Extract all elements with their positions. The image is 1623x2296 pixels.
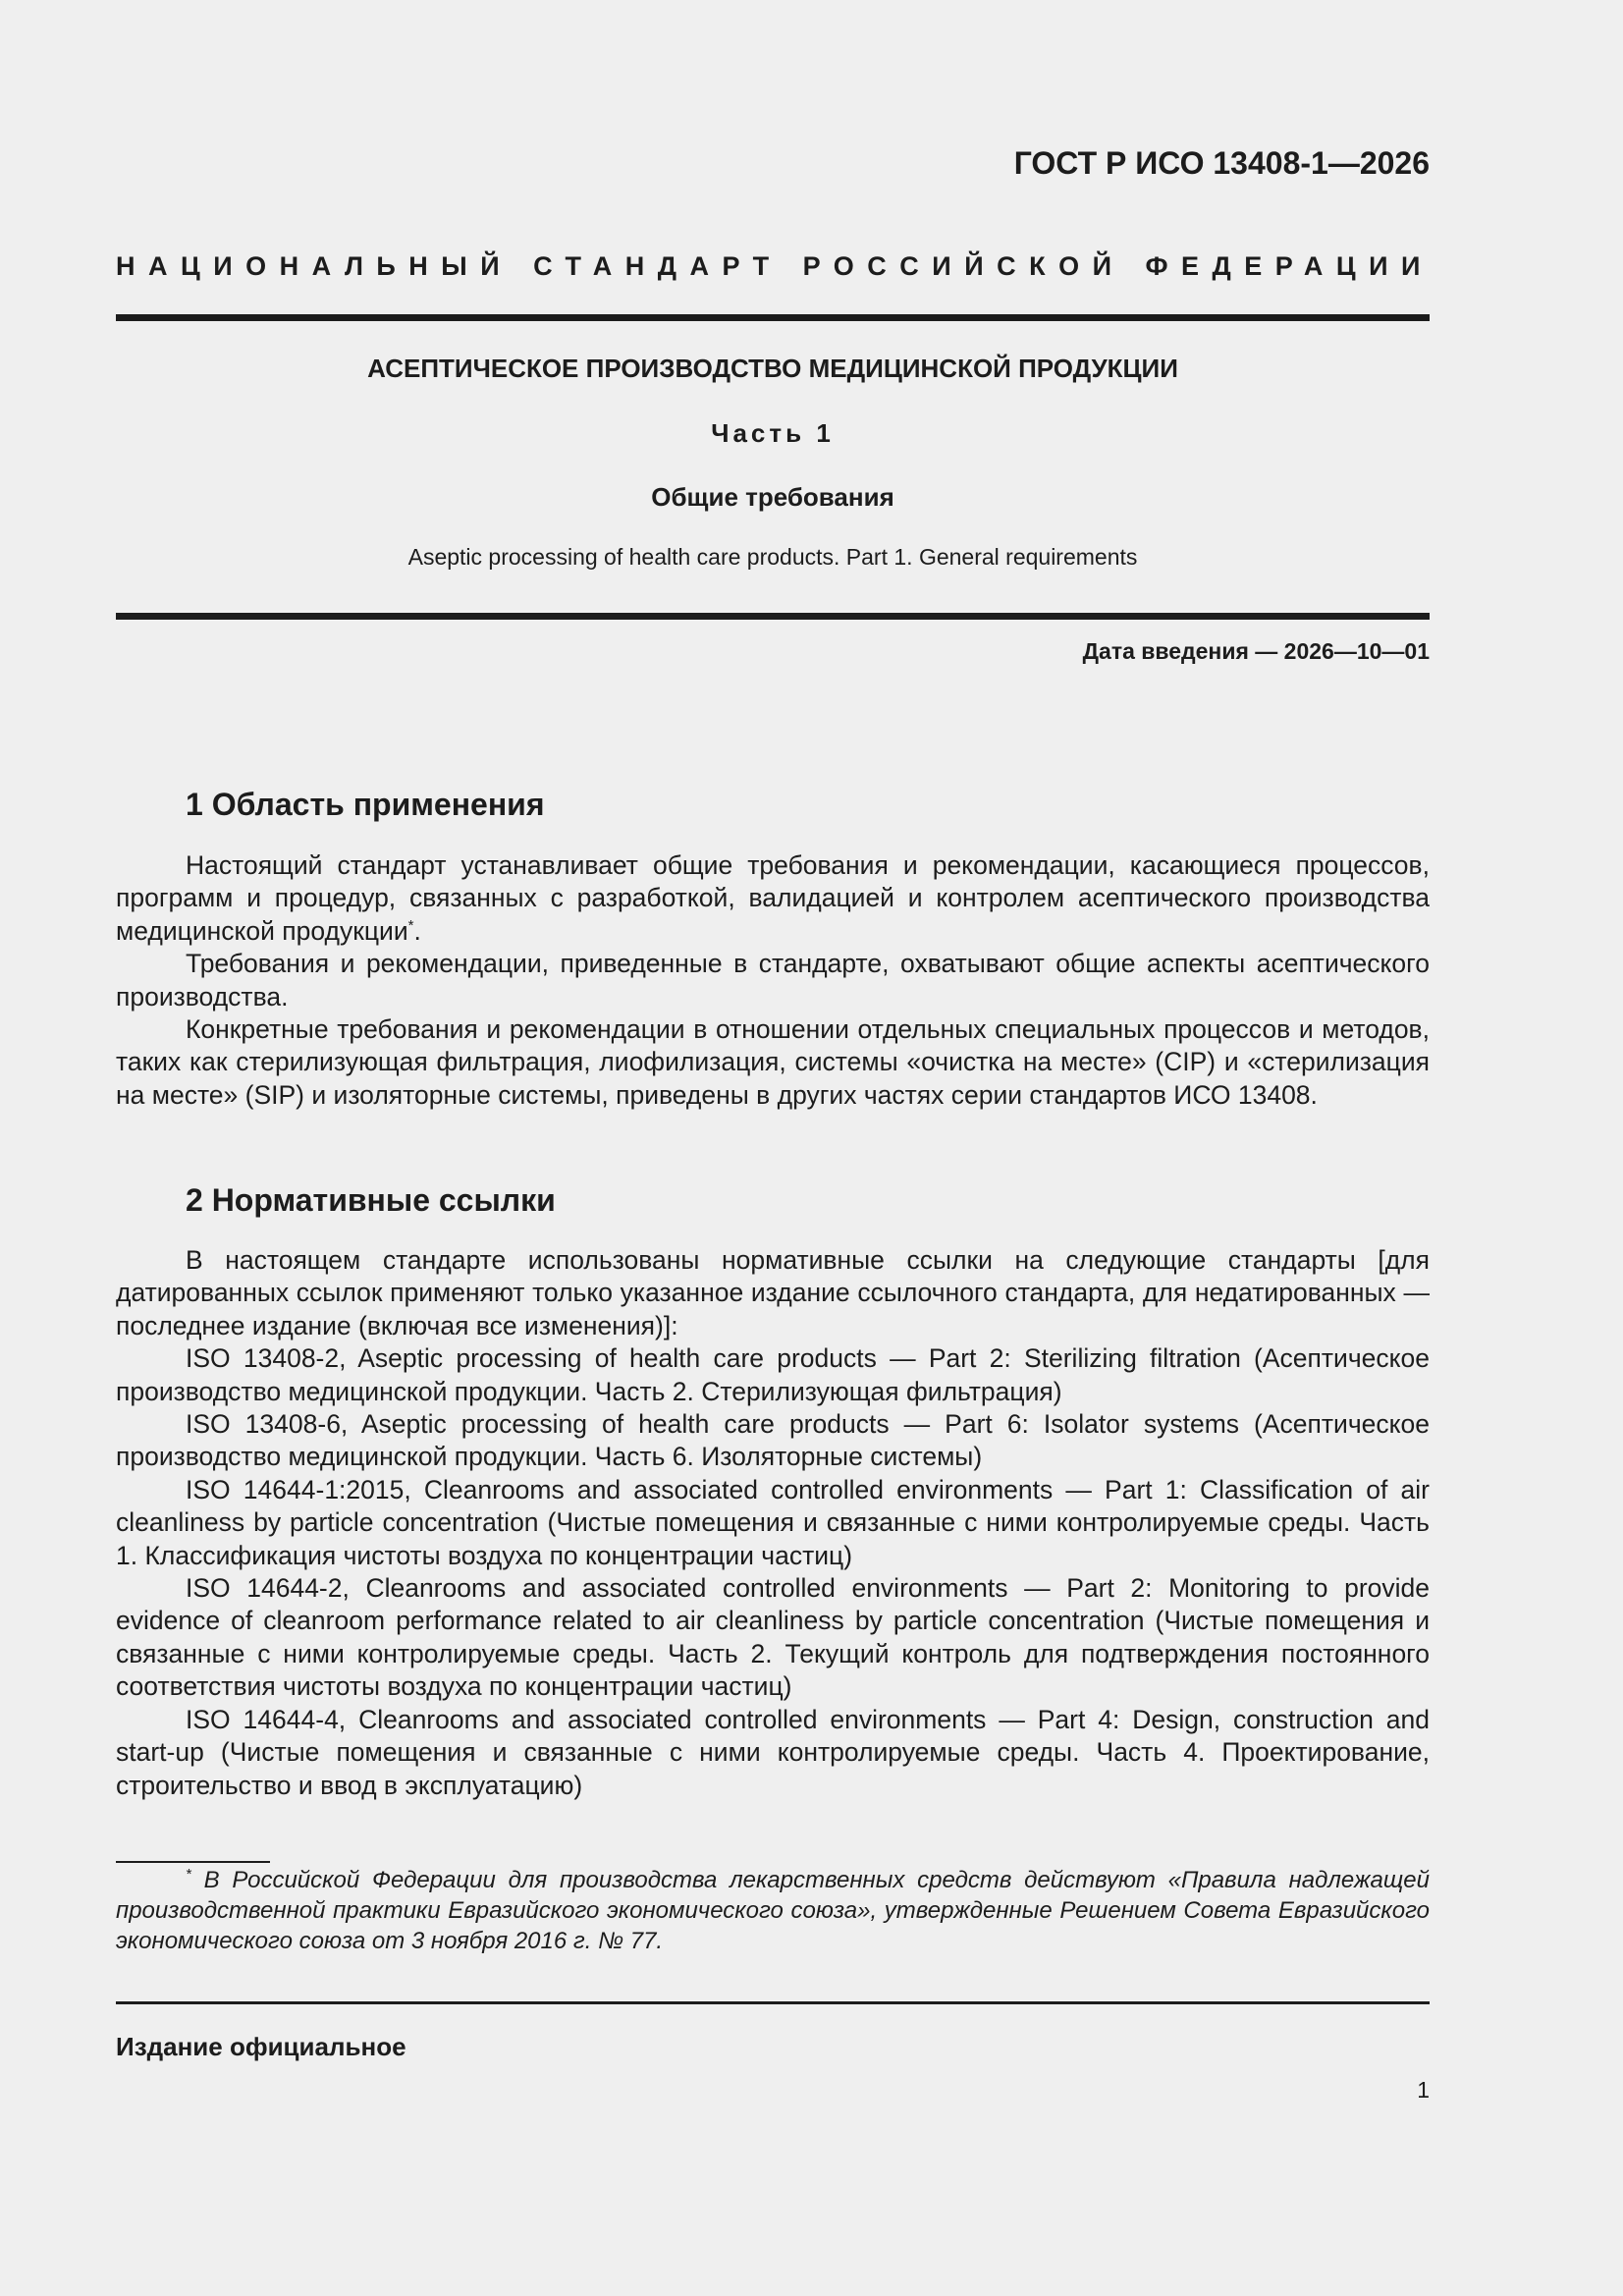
english-title: Aseptic processing of health care products. Part 1. General requirements xyxy=(407,544,1138,570)
top-divider xyxy=(116,314,1430,321)
footnote-marker[interactable]: * xyxy=(407,916,414,934)
title-divider xyxy=(116,613,1430,620)
footnote-text: В Российской Федерации для производства лекарственных средств действуют «Правила надлежащей производственной практики Евразийского экономического союза», утвержденные Решением Совета Евразийского экономического союза от 3 ноября 2016 г. № 77. xyxy=(116,1867,1430,1954)
standard-designation: ГОСТ Р ИСО 13408-1—2026 xyxy=(1013,145,1430,181)
introduction-date: Дата введения — 2026—10—01 xyxy=(1082,638,1430,664)
paragraph-text: Настоящий стандарт устанавливает общие требования и рекомендации, касающиеся процессов, программ и процедур, связанных с разработкой, валидацией и контролем асептического производства медицинской продукции xyxy=(116,850,1430,946)
footnote-separator xyxy=(116,1861,270,1863)
reference-item: ISO 14644-2, Cleanrooms and associated controlled environments — Part 2: Monitoring to provide evidence of cleanroom performance related to air cleanliness by particle concentration (Чистые помещения и связанные с ними контролируемые среды. Часть 2. Текущий контроль для подтверждения постоянного соответствия чистоты воздуха по концентрации частиц) xyxy=(116,1573,1430,1702)
document-part: Часть 1 xyxy=(711,418,835,448)
page-number: 1 xyxy=(1417,2077,1430,2103)
footer-divider xyxy=(116,2001,1430,2004)
paragraph xyxy=(116,849,1430,948)
footnote xyxy=(116,1865,1430,1956)
paragraph: Требования и рекомендации, приведенные в стандарте, охватывают общие аспекты асептического производства. xyxy=(116,949,1430,1011)
section-heading: 2 Нормативные ссылки xyxy=(186,1182,556,1218)
reference-item: ISO 14644-4, Cleanrooms and associated controlled environments — Part 4: Design, construction and start-up (Чистые помещения и связанные с ними контролируемые среды. Часть 4. Проектирование, строительство и ввод в эксплуатацию) xyxy=(116,1704,1430,1800)
section-body xyxy=(116,1244,1430,1802)
paragraph: Конкретные требования и рекомендации в отношении отдельных специальных процессов и методов, таких как стерилизующая фильтрация, лиофилизация, системы «очистка на месте» (CIP) и «стерилизация на месте» (SIP) и изоляторные системы, приведены в других частях серии стандартов ИСО 13408. xyxy=(116,1014,1430,1110)
document-subtitle: Общие требования xyxy=(651,482,894,512)
edition-label: Издание официальное xyxy=(116,2032,406,2061)
document-title: АСЕПТИЧЕСКОЕ ПРОИЗВОДСТВО МЕДИЦИНСКОЙ ПРОДУКЦИИ xyxy=(367,354,1178,383)
paragraph: В настоящем стандарте использованы нормативные ссылки на следующие стандарты [для датированных ссылок применяют только указанное издание ссылочного стандарта, для недатированных — последнее издание (включая все изменения)]: xyxy=(116,1245,1430,1340)
sentence-end: . xyxy=(413,915,421,946)
reference-item: ISO 14644-1:2015, Cleanrooms and associated controlled environments — Part 1: Classification of air cleanliness by particle concentration (Чистые помещения и связанные с ними контролируемые среды. Часть 1. Классификация чистоты воздуха по концентрации частиц) xyxy=(116,1474,1430,1570)
section-heading: 1 Область применения xyxy=(186,787,545,822)
footnote-marker: * xyxy=(186,1866,191,1883)
national-standard-heading: НАЦИОНАЛЬНЫЙ СТАНДАРТ РОССИЙСКОЙ ФЕДЕРАЦИИ xyxy=(116,251,1434,281)
reference-item: ISO 13408-6, Aseptic processing of health care products — Part 6: Isolator systems (Асептическое производство медицинской продукции. Часть 6. Изоляторные системы) xyxy=(116,1409,1430,1472)
section-body xyxy=(116,849,1430,1112)
reference-item: ISO 13408-2, Aseptic processing of health care products — Part 2: Sterilizing filtration (Асептическое производство медицинской продукции. Часть 2. Стерилизующая фильтрация) xyxy=(116,1343,1430,1406)
